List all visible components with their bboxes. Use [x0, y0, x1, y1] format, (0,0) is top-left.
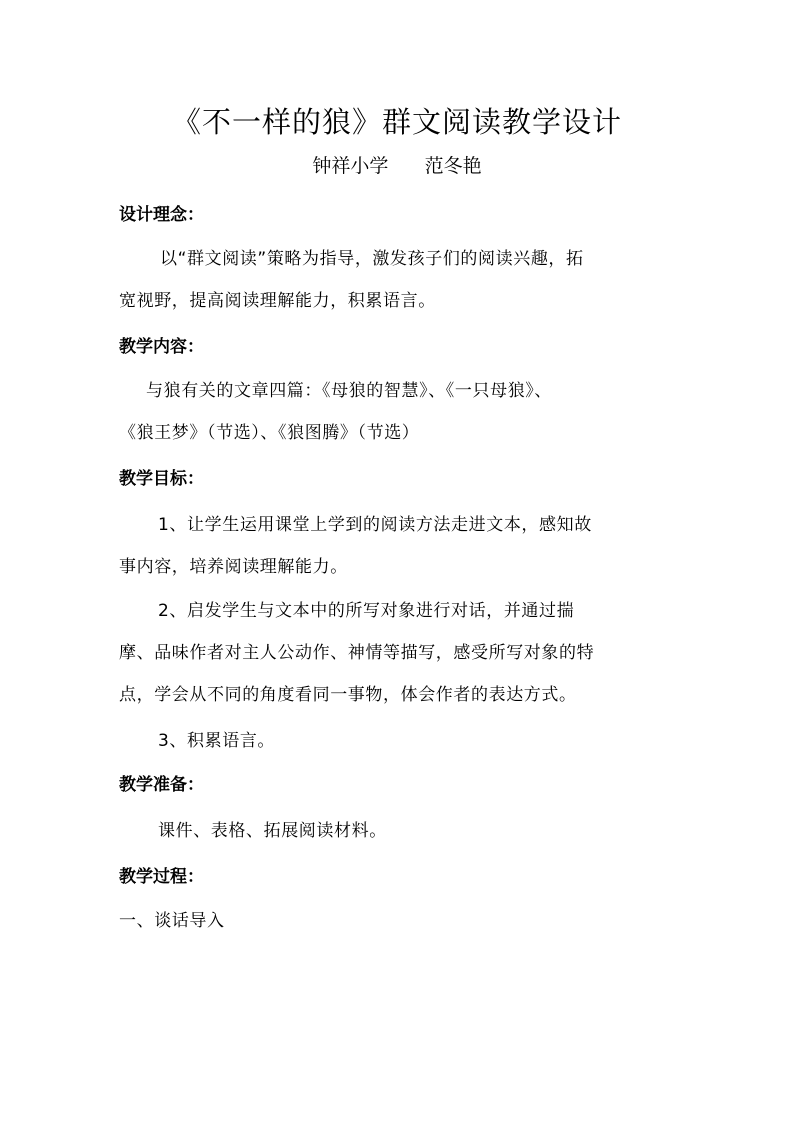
document-author: 钟祥小学 范冬艳 [312, 155, 482, 177]
paragraph-line: 一、谈话导入 [119, 911, 225, 931]
section-heading-concept: 设计理念： [119, 205, 204, 225]
paragraph-line: 事内容，培养阅读理解能力。 [119, 557, 348, 577]
paragraph-line: 点，学会从不同的角度看同一事物，体会作者的表达方式。 [119, 685, 577, 705]
section-heading-preparation: 教学准备： [119, 775, 204, 795]
paragraph-line: 2、启发学生与文本中的所写对象进行对话，并通过揣 [158, 601, 575, 621]
paragraph-line: 1、让学生运用课堂上学到的阅读方法走进文本，感知故 [158, 515, 592, 535]
paragraph-line: 《狼王梦》（节选）、《狼图腾》（节选） [119, 423, 420, 443]
section-heading-content: 教学内容： [119, 337, 204, 357]
paragraph-line: 3、积累语言。 [158, 731, 276, 751]
section-heading-goals: 教学目标： [119, 469, 204, 489]
document-title: 《不一样的狼》群文阅读教学设计 [171, 105, 622, 139]
paragraph-line: 与狼有关的文章四篇：《母狼的智慧》、《一只母狼》、 [146, 381, 552, 401]
section-heading-process: 教学过程： [119, 867, 204, 887]
paragraph-line: 以“群文阅读”策略为指导，激发孩子们的阅读兴趣，拓 [160, 249, 584, 269]
paragraph-line: 摩、品味作者对主人公动作、神情等描写，感受所写对象的特 [119, 643, 595, 663]
paragraph-line: 宽视野，提高阅读理解能力，积累语言。 [119, 291, 436, 311]
paragraph-line: 课件、表格、拓展阅读材料。 [158, 821, 387, 841]
